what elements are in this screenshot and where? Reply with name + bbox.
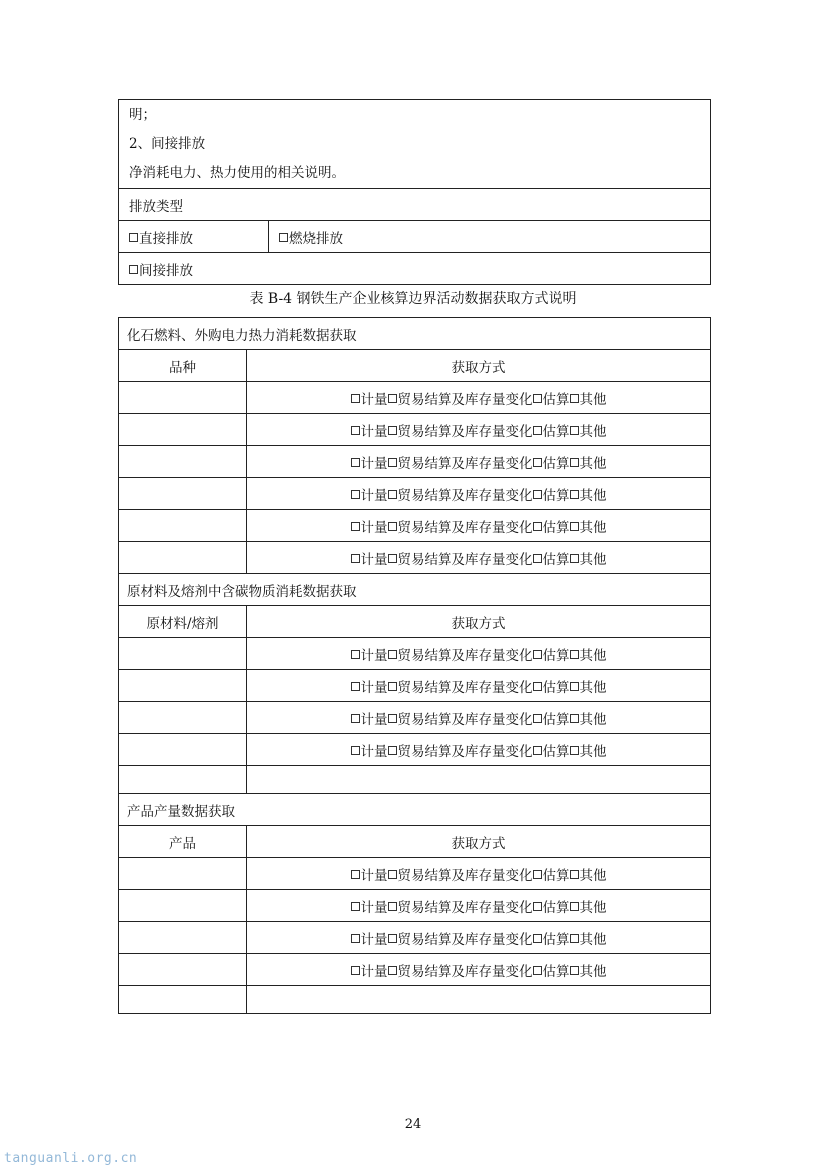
column-header-method: 获取方式 (247, 350, 711, 382)
checkbox-icon[interactable] (570, 490, 579, 499)
method-options-cell (247, 922, 711, 954)
checkbox-icon[interactable] (533, 934, 542, 943)
method-option-label: 计量 (360, 519, 388, 536)
method-option-label: 其他 (579, 899, 607, 916)
item-input-cell[interactable] (119, 766, 247, 794)
description-line: 明； (129, 107, 156, 123)
checkbox-icon[interactable] (388, 394, 397, 403)
item-input-cell[interactable] (119, 734, 247, 766)
checkbox-icon[interactable] (570, 714, 579, 723)
method-option-label: 贸易结算及库存量变化 (397, 867, 533, 884)
method-option-label: 贸易结算及库存量变化 (397, 423, 533, 440)
table-row (119, 478, 711, 510)
method-option-label: 估算 (542, 711, 570, 728)
checkbox-icon[interactable] (533, 902, 542, 911)
method-options-cell (247, 510, 711, 542)
watermark: tanguanli.org.cn (4, 1151, 138, 1166)
method-option-label: 贸易结算及库存量变化 (397, 551, 533, 568)
checkbox-icon[interactable] (533, 650, 542, 659)
checkbox-icon[interactable] (570, 746, 579, 755)
table-row (119, 446, 711, 478)
method-option-label: 计量 (360, 867, 388, 884)
checkbox-icon[interactable] (351, 650, 360, 659)
checkbox-icon[interactable] (388, 746, 397, 755)
method-option-label: 计量 (360, 423, 388, 440)
item-input-cell[interactable] (119, 890, 247, 922)
checkbox-icon[interactable] (533, 458, 542, 467)
method-options-cell (247, 670, 711, 702)
method-option-label: 估算 (542, 519, 570, 536)
checkbox-icon[interactable] (351, 522, 360, 531)
table-row (119, 922, 711, 954)
description-line: 2、间接排放 (129, 136, 206, 152)
item-input-cell[interactable] (119, 414, 247, 446)
method-options-cell (247, 382, 711, 414)
section-title: 产品产量数据获取 (119, 794, 711, 826)
blank-row (119, 766, 711, 794)
checkbox-icon[interactable] (388, 682, 397, 691)
method-option-label: 计量 (360, 899, 388, 916)
method-options-cell (247, 890, 711, 922)
method-input-cell[interactable] (247, 766, 711, 794)
table-header-row (119, 826, 711, 858)
method-option-label: 其他 (579, 487, 607, 504)
checkbox-icon[interactable] (129, 233, 138, 242)
column-header-method: 获取方式 (247, 826, 711, 858)
method-option-label: 贸易结算及库存量变化 (397, 455, 533, 472)
method-option-label: 计量 (360, 679, 388, 696)
checkbox-icon[interactable] (533, 870, 542, 879)
table-row (119, 414, 711, 446)
item-input-cell[interactable] (119, 858, 247, 890)
method-option-label: 其他 (579, 711, 607, 728)
table-caption: 表 B-4 钢铁生产企业核算边界活动数据获取方式说明 (249, 291, 577, 307)
method-option-label: 估算 (542, 423, 570, 440)
method-option-label: 估算 (542, 743, 570, 760)
method-option-label: 估算 (542, 487, 570, 504)
checkbox-icon[interactable] (351, 746, 360, 755)
checkbox-icon[interactable] (388, 870, 397, 879)
item-input-cell[interactable] (119, 922, 247, 954)
method-option-label: 计量 (360, 931, 388, 948)
method-option-label: 其他 (579, 455, 607, 472)
checkbox-icon[interactable] (351, 714, 360, 723)
method-option-label: 贸易结算及库存量变化 (397, 963, 533, 980)
method-option-label: 估算 (542, 679, 570, 696)
item-input-cell[interactable] (119, 954, 247, 986)
checkbox-icon[interactable] (570, 902, 579, 911)
table-row (119, 638, 711, 670)
method-options-cell (247, 734, 711, 766)
method-option-label: 估算 (542, 867, 570, 884)
checkbox-icon[interactable] (388, 554, 397, 563)
method-option-label: 贸易结算及库存量变化 (397, 487, 533, 504)
item-input-cell[interactable] (119, 382, 247, 414)
checkbox-icon[interactable] (388, 902, 397, 911)
method-option-label: 计量 (360, 743, 388, 760)
method-options-cell (247, 954, 711, 986)
checkbox-icon[interactable] (351, 458, 360, 467)
method-option-label: 贸易结算及库存量变化 (397, 519, 533, 536)
checkbox-icon[interactable] (351, 682, 360, 691)
method-option-label: 贸易结算及库存量变化 (397, 931, 533, 948)
checkbox-icon[interactable] (388, 426, 397, 435)
checkbox-icon[interactable] (570, 870, 579, 879)
checkbox-icon[interactable] (533, 682, 542, 691)
checkbox-icon[interactable] (570, 650, 579, 659)
checkbox-icon[interactable] (351, 426, 360, 435)
method-option-label: 计量 (360, 647, 388, 664)
method-option-label: 贸易结算及库存量变化 (397, 391, 533, 408)
option-indirect-emission[interactable]: 间接排放 (119, 253, 711, 285)
method-option-label: 其他 (579, 931, 607, 948)
checkbox-icon[interactable] (388, 650, 397, 659)
method-options-cell (247, 414, 711, 446)
checkbox-icon[interactable] (570, 458, 579, 467)
table-row (119, 858, 711, 890)
method-options-cell (247, 858, 711, 890)
table-row (119, 382, 711, 414)
checkbox-icon[interactable] (388, 458, 397, 467)
checkbox-icon[interactable] (570, 934, 579, 943)
method-option-label: 其他 (579, 519, 607, 536)
checkbox-icon[interactable] (351, 870, 360, 879)
checkbox-icon[interactable] (388, 490, 397, 499)
method-option-label: 估算 (542, 899, 570, 916)
method-option-label: 其他 (579, 551, 607, 568)
table-row (119, 734, 711, 766)
method-option-label: 贸易结算及库存量变化 (397, 899, 533, 916)
table-header-row (119, 350, 711, 382)
checkbox-icon[interactable] (533, 966, 542, 975)
checkbox-icon[interactable] (388, 522, 397, 531)
checkbox-icon[interactable] (533, 426, 542, 435)
checkbox-icon[interactable] (533, 746, 542, 755)
checkbox-icon[interactable] (279, 233, 288, 242)
checkbox-icon[interactable] (351, 934, 360, 943)
checkbox-icon[interactable] (388, 966, 397, 975)
checkbox-icon[interactable] (533, 714, 542, 723)
column-header-item: 品种 (119, 350, 247, 382)
item-input-cell[interactable] (119, 638, 247, 670)
checkbox-icon[interactable] (351, 490, 360, 499)
method-option-label: 计量 (360, 711, 388, 728)
item-input-cell[interactable] (119, 510, 247, 542)
method-option-label: 计量 (360, 963, 388, 980)
table-row (119, 670, 711, 702)
item-input-cell[interactable] (119, 542, 247, 574)
method-option-label: 估算 (542, 391, 570, 408)
option-direct-emission[interactable]: 直接排放 (119, 221, 269, 253)
method-option-label: 贸易结算及库存量变化 (397, 679, 533, 696)
method-option-label: 计量 (360, 487, 388, 504)
checkbox-icon[interactable] (570, 682, 579, 691)
item-input-cell[interactable] (119, 670, 247, 702)
method-options-cell (247, 478, 711, 510)
emission-type-label: 排放类型 (119, 189, 711, 221)
item-input-cell[interactable] (119, 702, 247, 734)
section-title: 原材料及熔剂中含碳物质消耗数据获取 (119, 574, 711, 606)
description-cell (119, 100, 711, 189)
section-title: 化石燃料、外购电力热力消耗数据获取 (119, 318, 711, 350)
method-option-label: 贸易结算及库存量变化 (397, 647, 533, 664)
method-option-label: 计量 (360, 551, 388, 568)
table-row (119, 542, 711, 574)
column-header-item: 原材料/熔剂 (119, 606, 247, 638)
checkbox-icon[interactable] (351, 966, 360, 975)
item-input-cell[interactable] (119, 986, 247, 1014)
method-option-label: 其他 (579, 963, 607, 980)
method-option-label: 其他 (579, 743, 607, 760)
method-option-label: 计量 (360, 455, 388, 472)
checkbox-icon[interactable] (570, 394, 579, 403)
checkbox-icon[interactable] (351, 902, 360, 911)
checkbox-icon[interactable] (129, 265, 138, 274)
method-option-label: 其他 (579, 423, 607, 440)
column-header-item: 产品 (119, 826, 247, 858)
checkbox-icon[interactable] (570, 966, 579, 975)
activity-data-method-table (118, 317, 711, 1014)
page-number: 24 (404, 1117, 422, 1132)
method-option-label: 计量 (360, 391, 388, 408)
option-combustion-emission[interactable]: 燃烧排放 (269, 221, 711, 253)
method-option-label: 其他 (579, 391, 607, 408)
method-option-label: 其他 (579, 647, 607, 664)
checkbox-icon[interactable] (388, 934, 397, 943)
method-options-cell (247, 638, 711, 670)
table-row (119, 510, 711, 542)
table-row (119, 702, 711, 734)
method-option-label: 贸易结算及库存量变化 (397, 743, 533, 760)
item-input-cell[interactable] (119, 446, 247, 478)
checkbox-icon[interactable] (533, 490, 542, 499)
table-header-row (119, 606, 711, 638)
checkbox-icon[interactable] (533, 522, 542, 531)
method-option-label: 估算 (542, 455, 570, 472)
checkbox-icon[interactable] (570, 554, 579, 563)
checkbox-icon[interactable] (533, 394, 542, 403)
blank-row (119, 986, 711, 1014)
table-row (119, 890, 711, 922)
method-input-cell[interactable] (247, 986, 711, 1014)
checkbox-icon[interactable] (351, 394, 360, 403)
checkbox-icon[interactable] (570, 522, 579, 531)
method-option-label: 估算 (542, 647, 570, 664)
method-option-label: 估算 (542, 551, 570, 568)
checkbox-icon[interactable] (351, 554, 360, 563)
emission-description-table (118, 99, 711, 285)
method-option-label: 贸易结算及库存量变化 (397, 711, 533, 728)
checkbox-icon[interactable] (533, 554, 542, 563)
method-options-cell (247, 702, 711, 734)
table-row (119, 954, 711, 986)
method-option-label: 其他 (579, 679, 607, 696)
column-header-method: 获取方式 (247, 606, 711, 638)
method-option-label: 估算 (542, 963, 570, 980)
item-input-cell[interactable] (119, 478, 247, 510)
description-line: 净消耗电力、热力使用的相关说明。 (129, 165, 345, 181)
method-options-cell (247, 542, 711, 574)
method-option-label: 估算 (542, 931, 570, 948)
checkbox-icon[interactable] (388, 714, 397, 723)
method-option-label: 其他 (579, 867, 607, 884)
checkbox-icon[interactable] (570, 426, 579, 435)
method-options-cell (247, 446, 711, 478)
